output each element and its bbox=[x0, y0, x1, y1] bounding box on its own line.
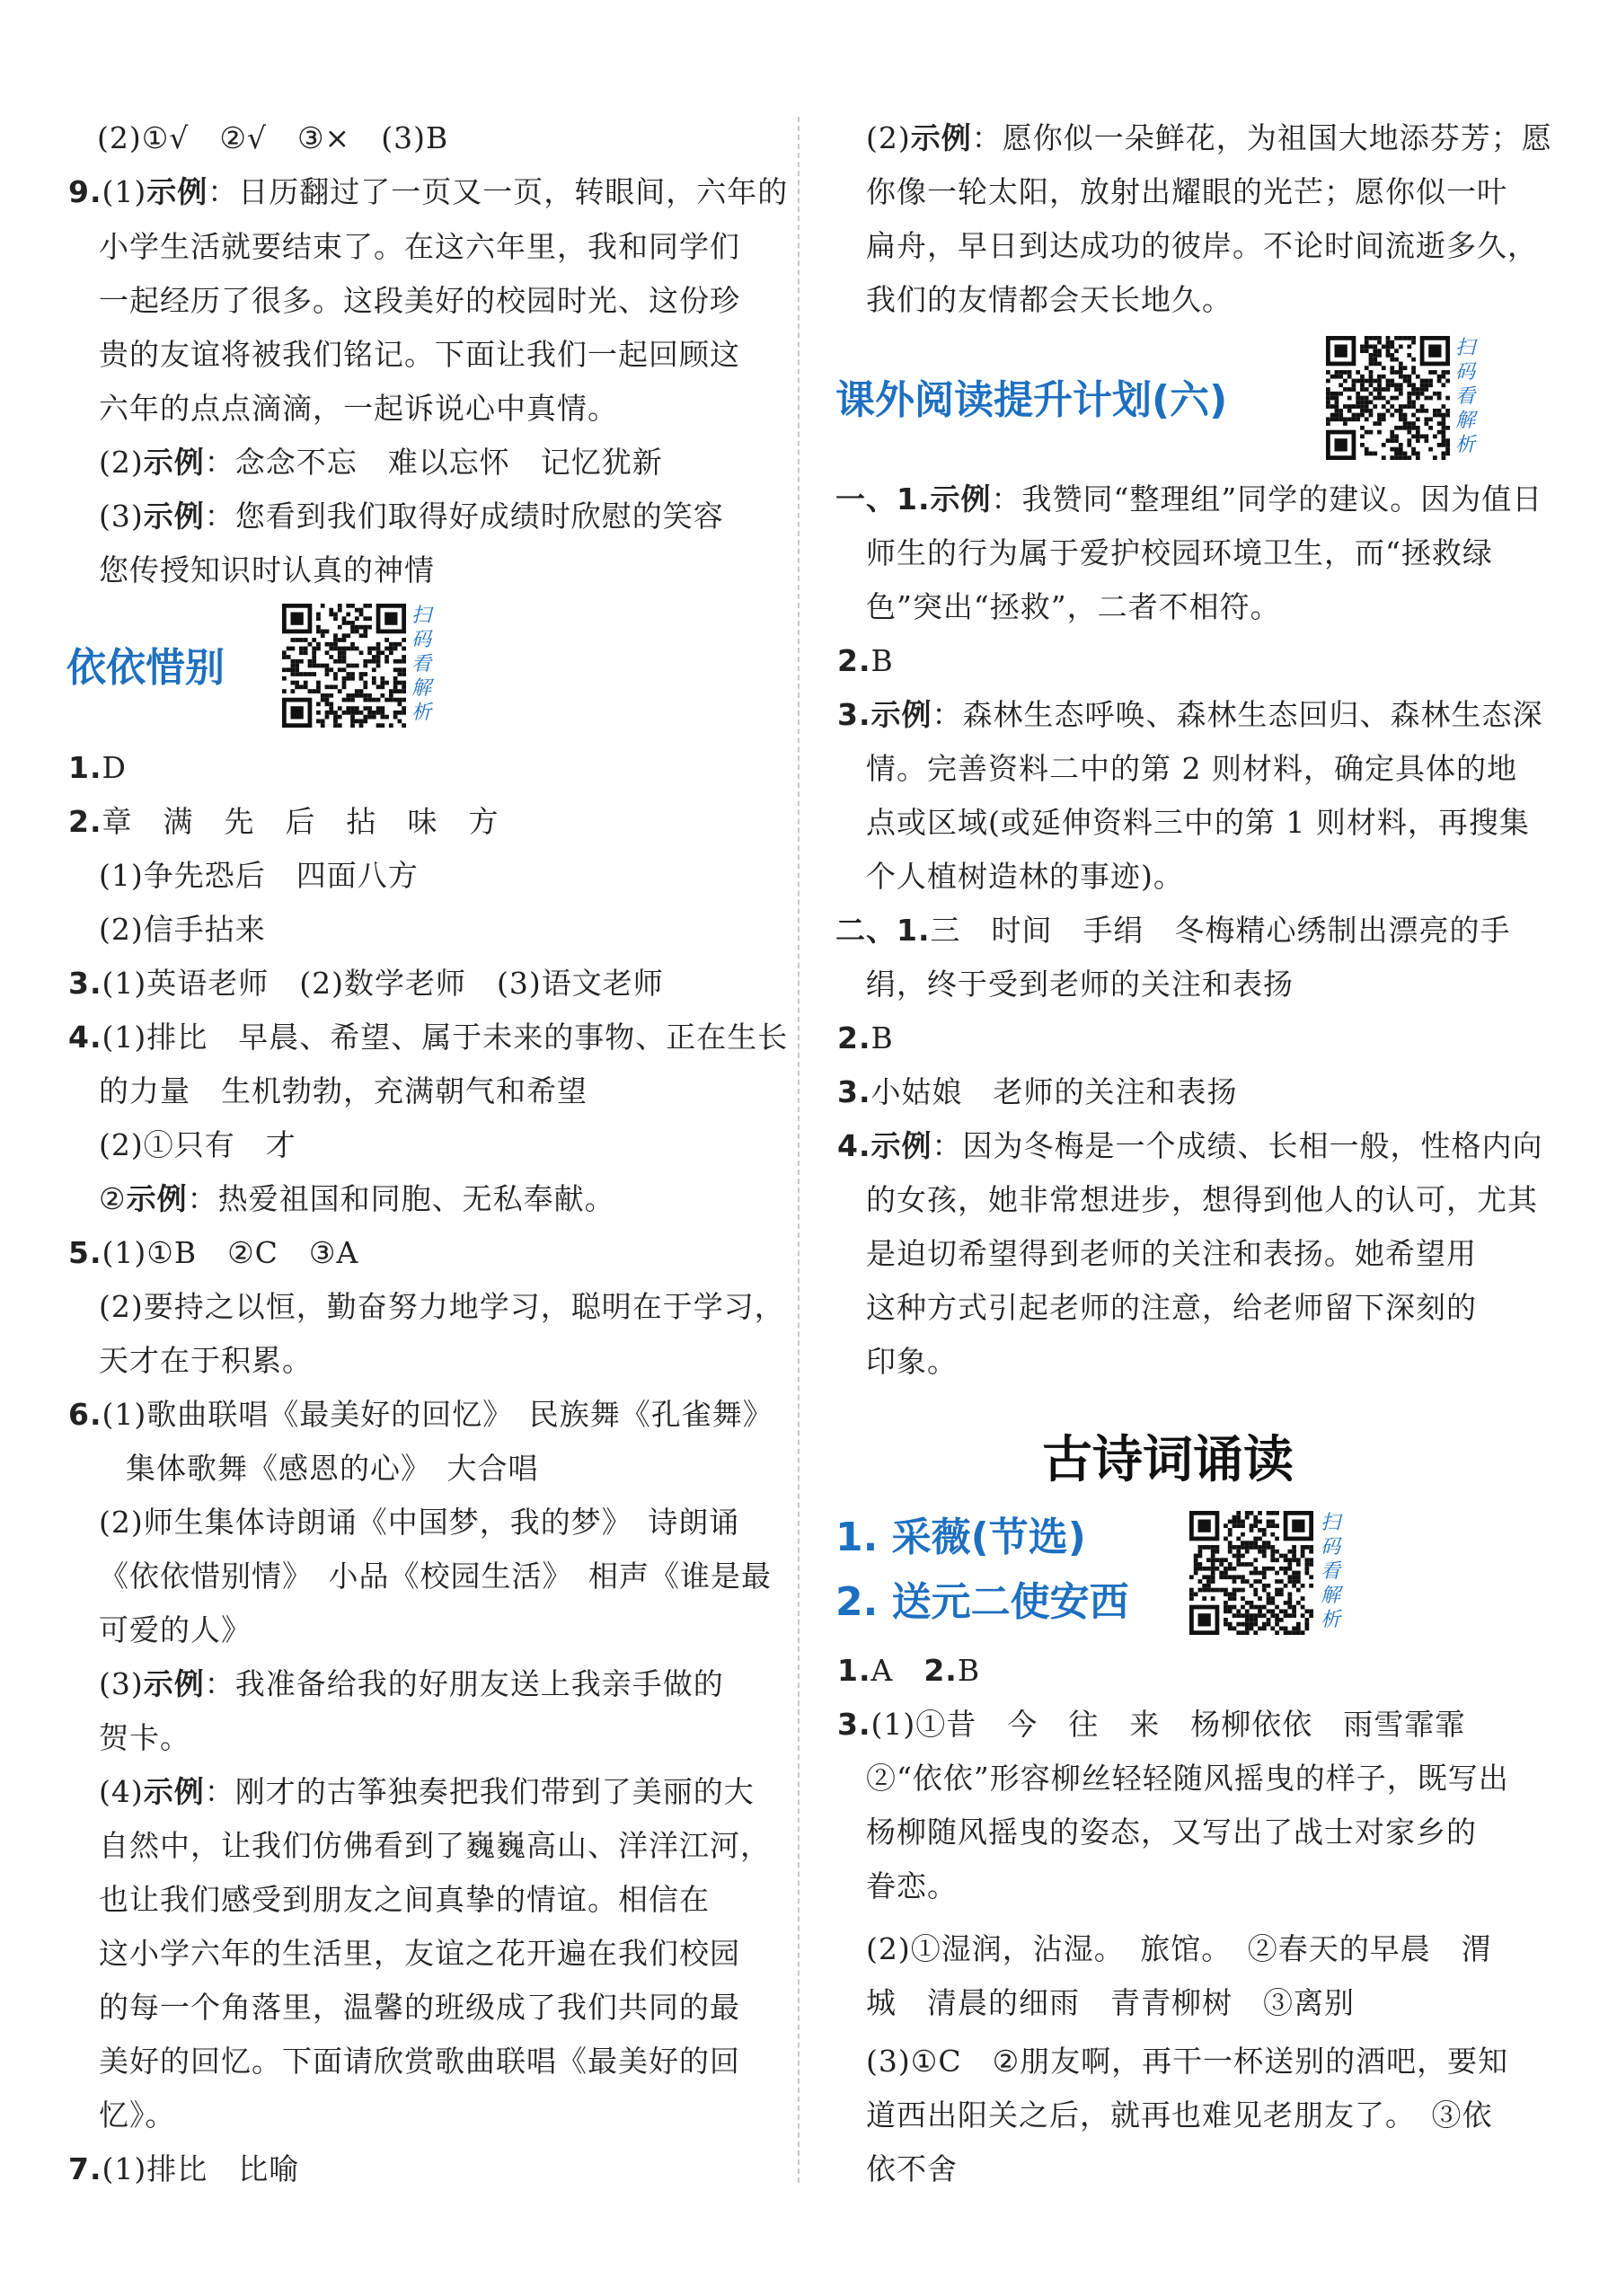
answer-text: B bbox=[957, 1653, 981, 1688]
sub-label: (2) bbox=[866, 120, 911, 155]
answer-3 bbox=[68, 966, 664, 1002]
answer-text: 小姑娘 老师的关注和表扬 bbox=[870, 1074, 1238, 1109]
example-label: 示例 bbox=[910, 120, 972, 155]
answer-1 bbox=[68, 750, 127, 786]
example-label: 示例 bbox=[870, 697, 932, 732]
answer-line: (2)①√ ②√ ③× (3)B bbox=[97, 120, 449, 155]
example-label: 示例 bbox=[870, 1128, 932, 1163]
answer-line: 情。完善资料二中的第 2 则材料，确定具体的地 bbox=[866, 751, 1517, 786]
answer-line: 这种方式引起老师的注意，给老师留下深刻的 bbox=[866, 1290, 1477, 1325]
answer-2-4 bbox=[837, 1128, 1543, 1164]
answer-line: (2)①湿润，沾湿。 旅馆。 ②春天的早晨 渭 bbox=[866, 1931, 1492, 1966]
chapter-title: 古诗词诵读 bbox=[1042, 1430, 1294, 1489]
answer-text: B bbox=[870, 643, 894, 678]
answer-line: 印象。 bbox=[866, 1344, 958, 1379]
question-number: 1. bbox=[837, 1653, 871, 1688]
sub-label: (3) bbox=[99, 1666, 144, 1701]
scan-caption: 扫 码 看 解 析 bbox=[411, 605, 432, 724]
answer-text: 三 时间 手绢 冬梅精心绣制出漂亮的手 bbox=[930, 913, 1511, 948]
answer-line bbox=[99, 1181, 615, 1217]
answer-2 bbox=[68, 804, 499, 840]
answer-4 bbox=[68, 1020, 788, 1055]
answer-line: 个人植树造林的事迹)。 bbox=[866, 859, 1184, 894]
answer-line: 你像一轮太阳，放射出耀眼的光芒；愿你似一叶 bbox=[866, 174, 1507, 209]
answer-text: ：您看到我们取得好成绩时欣慰的笑容 bbox=[204, 499, 724, 534]
answer-line bbox=[99, 445, 663, 481]
answer-line: (1)争先恐后 四面八方 bbox=[99, 858, 419, 893]
answer-2-1 bbox=[835, 913, 1511, 949]
answer-line bbox=[99, 499, 724, 534]
answer-line: (2)要持之以恒，勤奋努力地学习，聪明在于学习， bbox=[99, 1289, 785, 1324]
answer-text: D bbox=[102, 750, 127, 785]
qr-code-icon[interactable] bbox=[282, 604, 406, 728]
question-number: 一、1. bbox=[835, 481, 931, 517]
answer-line: 色”突出“拯救”，二者不相符。 bbox=[866, 589, 1281, 624]
answer-line: 也让我们感受到朋友之间真挚的情谊。相信在 bbox=[99, 1882, 710, 1917]
qr-code-icon[interactable] bbox=[1189, 1511, 1313, 1635]
answer-line: 六年的点点滴滴，一起诉说心中真情。 bbox=[99, 391, 618, 426]
answer-text: (1)排比 早晨、希望、属于未来的事物、正在生长 bbox=[102, 1020, 789, 1055]
answer-line: 是迫切希望得到老师的关注和表扬。她希望用 bbox=[866, 1236, 1477, 1271]
answer-line: 这小学六年的生活里，友谊之花开遍在我们校园 bbox=[99, 1936, 740, 1971]
question-number: 3. bbox=[837, 1707, 871, 1742]
section-title: 依依惜别 bbox=[66, 645, 225, 691]
answer-line bbox=[866, 120, 1552, 156]
answer-6 bbox=[68, 1397, 773, 1433]
qr-code-icon[interactable] bbox=[1326, 336, 1450, 460]
answer-line bbox=[99, 1774, 755, 1810]
answer-text: ：因为冬梅是一个成绩、长相一般，性格内向 bbox=[932, 1128, 1543, 1163]
example-label: 示例 bbox=[143, 1774, 205, 1809]
answer-2-2 bbox=[837, 1020, 894, 1056]
answer-line: 依不舍 bbox=[866, 2151, 958, 2186]
question-number: 4. bbox=[68, 1020, 102, 1055]
answer-text: ：我赞同“整理组”同学的建议。因为值日 bbox=[991, 481, 1543, 517]
example-label: 示例 bbox=[930, 481, 992, 517]
answer-line: 的女孩，她非常想进步，想得到他人的认可，尤其 bbox=[866, 1182, 1538, 1217]
sub-label: ② bbox=[99, 1181, 127, 1216]
answer-text: ：念念不忘 难以忘怀 记忆犹新 bbox=[204, 445, 663, 480]
answer-text: (1)①昔 今 往 来 杨柳依依 雨雪霏霏 bbox=[870, 1707, 1466, 1742]
answer-line: 《依依惜别情》 小品《校园生活》 相声《谁是最 bbox=[99, 1559, 772, 1594]
answer-line: 的每一个角落里，温馨的班级成了我们共同的最 bbox=[99, 1990, 740, 2025]
answer-line: 天才在于积累。 bbox=[99, 1343, 313, 1378]
answer-line: (2)信手拈来 bbox=[99, 912, 266, 947]
column-divider bbox=[798, 117, 800, 2183]
answer-5 bbox=[68, 1235, 358, 1271]
answer-line: (3)①C ②朋友啊，再干一杯送别的酒吧，要知 bbox=[866, 2044, 1509, 2079]
example-label: 示例 bbox=[126, 1181, 188, 1216]
section-title: 2. 送元二使安西 bbox=[835, 1579, 1129, 1625]
answer-line: 眷恋。 bbox=[866, 1868, 958, 1903]
answer-3-poem bbox=[837, 1707, 1465, 1743]
answer-line: 点或区域(或延伸资料三中的第 1 则材料，再搜集 bbox=[866, 805, 1530, 840]
answer-text: (1)英语老师 (2)数学老师 (3)语文老师 bbox=[102, 966, 664, 1001]
answer-text: ：我准备给我的好朋友送上我亲手做的 bbox=[204, 1666, 724, 1701]
answer-line: 我们的友情都会天长地久。 bbox=[866, 282, 1233, 317]
answer-line: 美好的回忆。下面请欣赏歌曲联唱《最美好的回 bbox=[99, 2044, 740, 2079]
question-number: 3. bbox=[837, 697, 871, 732]
example-label: 示例 bbox=[143, 499, 205, 534]
question-number: 4. bbox=[837, 1128, 871, 1163]
scan-caption: 扫 码 看 解 析 bbox=[1321, 1512, 1341, 1631]
example-label: 示例 bbox=[143, 445, 205, 480]
answer-1-3 bbox=[837, 697, 1543, 733]
answer-line: (2)①只有 才 bbox=[99, 1127, 296, 1162]
answer-line: 忆》。 bbox=[99, 2097, 176, 2133]
sub-label: (2) bbox=[99, 445, 144, 480]
answer-line: 的力量 生机勃勃，充满朝气和希望 bbox=[99, 1073, 588, 1108]
sub-label: (3) bbox=[99, 499, 144, 534]
answer-text: ：日历翻过了一页又一页，转眼间，六年的 bbox=[208, 174, 789, 209]
answer-line: 杨柳随风摇曳的姿态，又写出了战士对家乡的 bbox=[866, 1815, 1477, 1850]
answer-line: 集体歌舞《感恩的心》 大合唱 bbox=[126, 1451, 539, 1486]
answer-7 bbox=[68, 2151, 299, 2187]
question-number: 3. bbox=[837, 1074, 871, 1109]
sub-label: (4) bbox=[99, 1774, 144, 1809]
answer-line: 贵的友谊将被我们铭记。下面让我们一起回顾这 bbox=[99, 337, 740, 372]
answer-line: 绢，终于受到老师的关注和表扬 bbox=[866, 967, 1294, 1002]
answer-text: ：愿你似一朵鲜花，为祖国大地添芬芳；愿 bbox=[971, 120, 1552, 155]
answer-9 bbox=[68, 174, 788, 210]
question-number: 5. bbox=[68, 1235, 102, 1270]
question-number: 9. bbox=[68, 174, 102, 209]
answer-text: 章 满 先 后 拈 味 方 bbox=[102, 804, 499, 839]
section-title: 课外阅读提升计划(六) bbox=[835, 377, 1228, 423]
answer-line: 道西出阳关之后，就再也难见老朋友了。 ③依 bbox=[866, 2097, 1493, 2133]
question-number: 2. bbox=[68, 804, 102, 839]
answer-text: A bbox=[870, 1653, 924, 1688]
question-number: 2. bbox=[837, 1020, 871, 1055]
answer-line: 自然中，让我们仿佛看到了巍巍高山、洋洋江河， bbox=[99, 1828, 771, 1863]
answer-1-2-poem bbox=[837, 1653, 980, 1689]
example-label: 示例 bbox=[143, 1666, 205, 1701]
question-number: 3. bbox=[68, 966, 102, 1001]
answer-line: ②“依依”形容柳丝轻轻随风摇曳的样子，既写出 bbox=[866, 1761, 1509, 1796]
question-number: 2. bbox=[837, 643, 871, 678]
section-title: 1. 采薇(节选) bbox=[835, 1514, 1086, 1560]
question-number: 7. bbox=[68, 2151, 102, 2186]
answer-line bbox=[99, 1666, 724, 1702]
answer-line: 师生的行为属于爱护校园环境卫生，而“拯救绿 bbox=[866, 535, 1493, 570]
answer-line: 可爱的人》 bbox=[99, 1612, 252, 1647]
example-label: 示例 bbox=[146, 174, 208, 209]
question-number: 2. bbox=[923, 1653, 958, 1688]
answer-text: ：刚才的古筝独奏把我们带到了美丽的大 bbox=[204, 1774, 755, 1809]
scan-caption: 扫 码 看 解 析 bbox=[1455, 337, 1476, 456]
sub-label: (1) bbox=[102, 174, 147, 209]
answer-line: 小学生活就要结束了。在这六年里，我和同学们 bbox=[99, 229, 740, 264]
answer-text: (1)排比 比喻 bbox=[102, 2151, 300, 2186]
answer-text: ：热爱祖国和同胞、无私奉献。 bbox=[187, 1181, 615, 1216]
answer-line: (2)师生集体诗朗诵《中国梦，我的梦》 诗朗诵 bbox=[99, 1505, 740, 1540]
answer-2-3 bbox=[837, 1074, 1238, 1110]
answer-line: 扁舟，早日到达成功的彼岸。不论时间流逝多久， bbox=[866, 228, 1538, 263]
answer-text: ：森林生态呼唤、森林生态回归、森林生态深 bbox=[932, 697, 1543, 732]
answer-text: B bbox=[870, 1020, 894, 1055]
answer-1-1 bbox=[835, 481, 1542, 517]
answer-text: (1)①B ②C ③A bbox=[102, 1235, 359, 1270]
answer-1-2 bbox=[837, 643, 894, 679]
answer-line: 一起经历了很多。这段美好的校园时光、这份珍 bbox=[99, 283, 740, 318]
answer-line: 您传授知识时认真的神情 bbox=[99, 552, 435, 587]
question-number: 1. bbox=[68, 750, 102, 785]
answer-line: 贺卡。 bbox=[99, 1720, 190, 1755]
answer-text: (1)歌曲联唱《最美好的回忆》 民族舞《孔雀舞》 bbox=[102, 1397, 773, 1432]
question-number: 6. bbox=[68, 1397, 102, 1432]
question-number: 二、1. bbox=[835, 913, 931, 948]
answer-line: 城 清晨的细雨 青青柳树 ③离别 bbox=[866, 1985, 1355, 2020]
